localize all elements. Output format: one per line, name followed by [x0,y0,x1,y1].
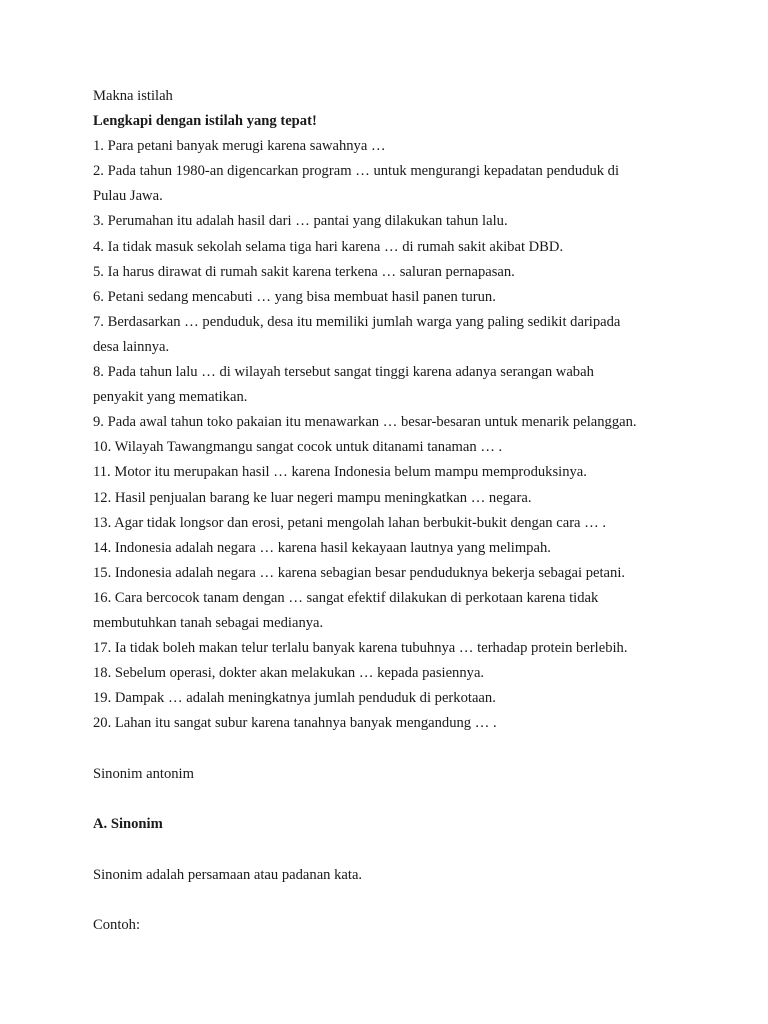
question-line: 10. Wilayah Tawangmangu sangat cocok untuk ditanami tanaman … . [93,439,503,456]
question-line: 3. Perumahan itu adalah hasil dari … pantai yang dilakukan tahun lalu. [93,213,508,230]
question-line: 4. Ia tidak masuk sekolah selama tiga hari karena … di rumah sakit akibat DBD. [93,238,564,255]
question-line: 19. Dampak … adalah meningkatnya jumlah penduduk di perkotaan. [93,690,496,707]
question-line: 5. Ia harus dirawat di rumah sakit karena terkena … saluran pernapasan. [93,263,515,280]
subheading-sinonim: A. Sinonim [93,816,163,833]
question-line: 8. Pada tahun lalu … di wilayah tersebut sangat tinggi karena adanya serangan wabah [93,364,594,381]
question-line: 16. Cara bercocok tanam dengan … sangat efektif dilakukan di perkotaan karena tidak [93,589,599,606]
document-page [93,84,733,938]
definition-text: Sinonim adalah persamaan atau padanan kata. [93,866,363,883]
question-line: 2. Pada tahun 1980-an digencarkan program … untuk mengurangi kepadatan penduduk di [93,163,620,180]
question-line: penyakit yang mematikan. [93,389,248,406]
question-line: 17. Ia tidak boleh makan telur terlalu banyak karena tubuhnya … terhadap protein berlebih. [93,640,628,657]
question-line: 13. Agar tidak longsor dan erosi, petani mengolah lahan berbukit-bukit dengan cara … . [93,514,607,531]
section-title-sinonim-antonim: Sinonim antonim [93,765,194,782]
example-label: Contoh: [93,917,141,934]
question-line: 1. Para petani banyak merugi karena sawahnya … [93,138,386,155]
question-line: desa lainnya. [93,338,170,355]
question-line: membutuhkan tanah sebagai medianya. [93,614,324,631]
question-line: 7. Berdasarkan … penduduk, desa itu memiliki jumlah warga yang paling sedikit daripada [93,313,621,330]
question-line: 20. Lahan itu sangat subur karena tanahnya banyak mengandung … . [93,715,497,732]
question-line: 15. Indonesia adalah negara … karena sebagian besar penduduknya bekerja sebagai petani. [93,564,626,581]
question-line: 12. Hasil penjualan barang ke luar negeri mampu meningkatkan … negara. [93,489,532,506]
question-list [93,134,733,736]
question-line: 11. Motor itu merupakan hasil … karena Indonesia belum mampu memproduksinya. [93,464,587,481]
question-line: 18. Sebelum operasi, dokter akan melakukan … kepada pasiennya. [93,665,485,682]
question-line: 9. Pada awal tahun toko pakaian itu menawarkan … besar-besaran untuk menarik pelanggan. [93,414,637,431]
question-line: 14. Indonesia adalah negara … karena hasil kekayaan lautnya yang melimpah. [93,539,551,556]
section-title: Makna istilah [93,88,173,104]
instruction-heading: Lengkapi dengan istilah yang tepat! [93,113,317,130]
question-line: 6. Petani sedang mencabuti … yang bisa membuat hasil panen turun. [93,288,496,305]
question-line: Pulau Jawa. [93,188,163,205]
